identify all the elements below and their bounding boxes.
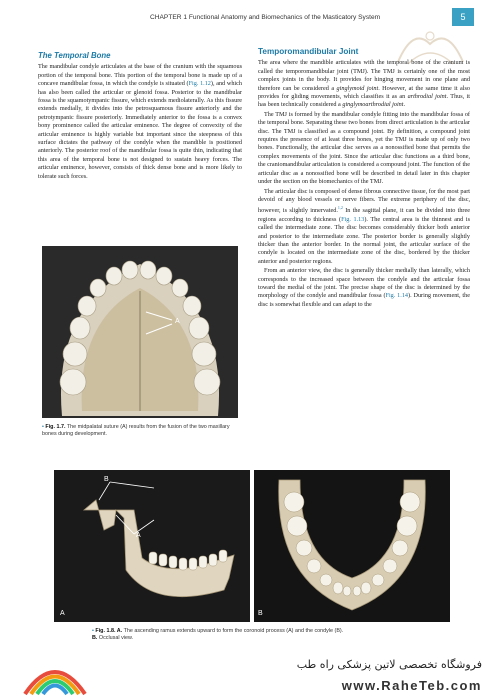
footer-website-link[interactable]: www.RaheTeb.com (341, 678, 482, 693)
figure-mandible-lateral-image (54, 470, 250, 622)
figure-link[interactable]: Fig. 1.12 (188, 80, 211, 88)
paragraph: The TMJ is formed by the mandibular condyle fitting into the mandibular fossa of the temporal bone. Separating these two bones from direct articulation is the articular disc. The TMJ is classified as a compound joint. By definition, a compound joint requires the presence of at least three bones, yet the TMJ is made up of only two bones. Functionally, the articular disc serves as a nonossified bone that permits the complex movements of the joint. Since the articular disc functions as a third bone, the craniomandibular articulation is considered a compound joint. The function of the articular disc as a nonossified bone will be described in detail later in this chapter under the section on the biomechanics of the TMJ. (258, 110, 470, 186)
paragraph: The area where the mandible articulates with the temporal bone of the cranium is called the temporomandibular joint (TMJ). The TMJ is certainly one of the most complex joints in the body. It provides for hinging movement in one plane and therefore can be considered a ginglymoid joint. However, at the same time it also provides for gliding movements, which classifies it as an arthrodial joint. Thus, it has been technically considered a ginglymoarthrodial joint. (258, 59, 471, 109)
figure-caption-1-8: • Fig. 1.8. A. The ascending ramus extends upward to form the coronoid process (A) and the condyle (B). B. Occlusal view. (92, 628, 344, 641)
footer-store-name: فروشگاه تخصصی لاتین پزشکی راه طب (296, 658, 482, 671)
occlusal-illustration (254, 470, 450, 622)
paragraph: The mandibular condyle articulates at the base of the cranium with the squamous portion of the temporal bone. This portion of the temporal bone is made up of a concave mandibular fossa, in which the condyle is situated (Fig. 1.12), and which has also been called the articular or glenoid fossa. Posterior to the mandibular fossa is the squamotympanic fissure, which extends mediolaterally. As this fissure extends medially, it divides into the petrosquamous fissure anteriorly and the petrotympanic fissure posteriorly. Immediately anterior to the fossa is a convex bony prominence called the articular eminence. The degree of convexity of the articular eminence is highly variable but important since the steepness of this surface dictates the pathway of the condyle when the mandible is positioned anteriorly. The posterior roof of the mandibular fossa is quite thin, indicating that this area of the temporal bone is not designed to sustain heavy forces. The articular eminence, however, consists of thick dense bone and is more likely to tolerate such forces. (38, 63, 242, 180)
right-column (258, 48, 470, 310)
section-title-tmj: Temporomandibular Joint (258, 47, 359, 56)
section-title-temporal-bone: The Temporal Bone (38, 51, 111, 60)
figure-caption-1-7: • Fig. 1.7. The midpalatal suture (A) results from the fusion of the two maxillary bones during development. (42, 424, 230, 437)
rainbow-logo-icon (20, 656, 90, 696)
paragraph: From an anterior view, the disc is generally thicker medially than laterally, which corresponds to the increased space between the condyle and the articular fossa toward the medial of the joint. The precise shape of the disc is determined by the morphology of the condyle and mandibular fossa (Fig. 1.14). During movement, the disc is somewhat flexible and can adapt to the (258, 267, 470, 308)
figure-link[interactable]: Fig. 1.13 (341, 215, 365, 223)
panel-label-b: B (258, 610, 263, 617)
mandible-illustration (54, 470, 250, 622)
paragraph: The articular disc is composed of dense fibrous connective tissue, for the most part devoid of any blood vessels or nerve fibers. The extreme periphery of the disc, however, is slightly innervated.$^{1,2}$ In the sagittal plane, it can be divided into three regions according to thickness (Fig. 1.13). The central area is the thinnest and is called the intermediate zone. The disc becomes considerably thicker both anterior and posterior to the intermediate zone. The posterior border is generally slightly thicker than the anterior border. In the normal joint, the articular surface of the condyle is located on the intermediate zone of the disc, bordered by the thicker anterior and posterior regions. (258, 187, 470, 265)
figure-label-a: A (175, 318, 180, 325)
palate-illustration (42, 246, 238, 418)
panel-label-a: A (60, 610, 65, 617)
figure-label-b: B (104, 476, 109, 483)
page-number: 5 (452, 8, 474, 26)
citation-link[interactable]: 1,2 (337, 205, 343, 211)
figure-label-a: A (136, 532, 141, 539)
figure-palate-image (42, 246, 238, 418)
figure-mandible-occlusal-image (254, 470, 450, 622)
running-head: CHAPTER 1 Functional Anatomy and Biomechanics of the Masticatory System (150, 14, 381, 21)
figure-link[interactable]: Fig. 1.14 (385, 292, 409, 300)
left-column (38, 52, 242, 182)
